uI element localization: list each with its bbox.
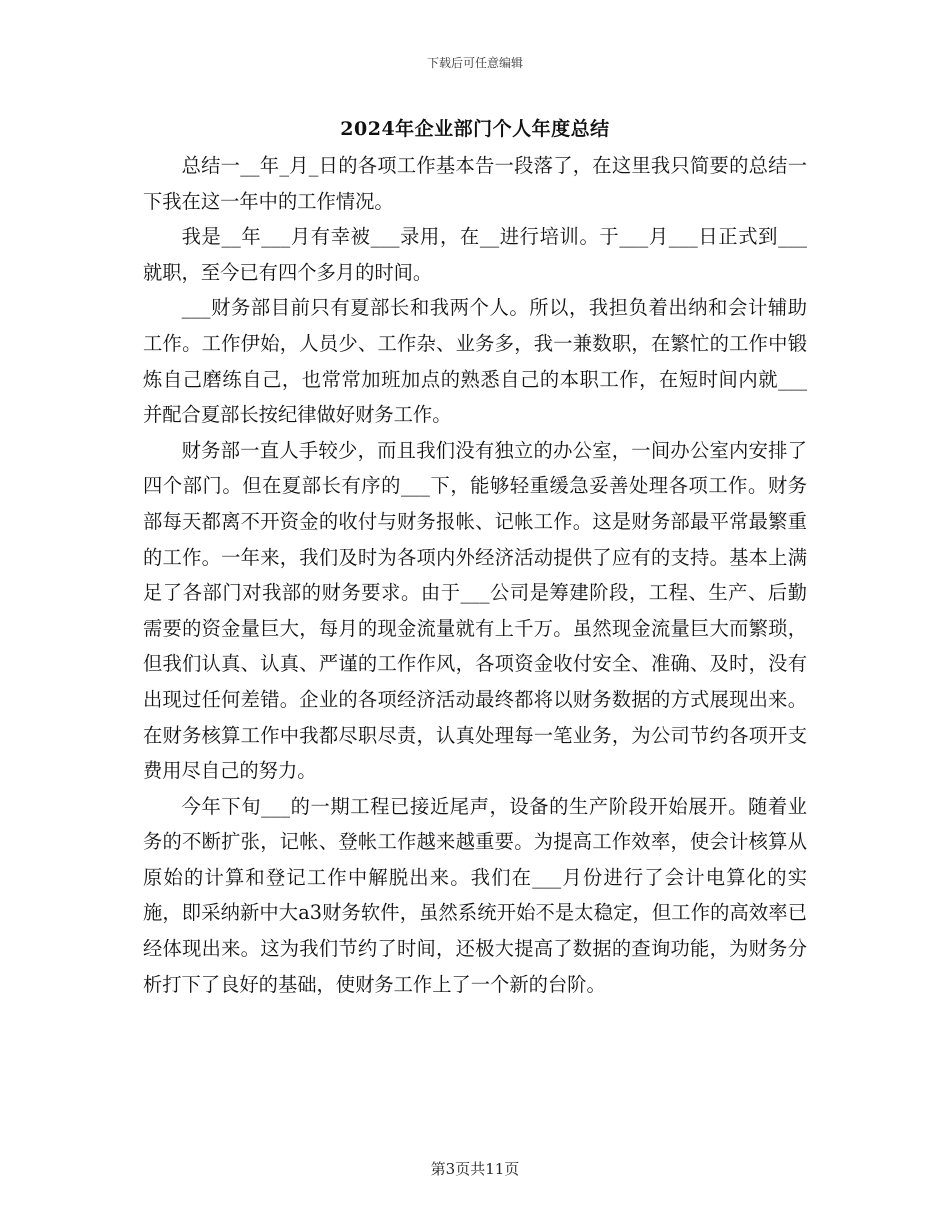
paragraph-5: 今年下旬___的一期工程已接近尾声，设备的生产阶段开始展开。随着业务的不断扩张，记帐、登帐工作越来越重要。为提高工作效率，使会计核算从原始的计算和登记工作中解脱出来。我们在___月份进行了会计电算化的实施，即采纳新中大a3财务软件，虽然系统开始不是太稳定，但工作的高效率已经体现出来。这为我们节约了时间，还极大提高了数据的查询功能，为财务分析打下了良好的基础，使财务工作上了一个新的台阶。 bbox=[143, 794, 807, 996]
document-title: 2024年企业部门个人年度总结 bbox=[340, 118, 610, 140]
header-note: 下载后可任意编辑 bbox=[426, 56, 523, 70]
paragraph-4: 财务部一直人手较少，而且我们没有独立的办公室，一间办公室内安排了四个部门。但在夏部长有序的___下，能够轻重缓急妥善处理各项工作。财务部每天都离不开资金的收付与财务报帐、记帐工作。这是财务部最平常最繁重的工作。一年来，我们及时为各项内外经济活动提供了应有的支持。基本上满足了各部门对我部的财务要求。由于___公司是筹建阶段，工程、生产、后勤需要的资金量巨大，每月的现金流量就有上千万。虽然现金流量巨大而繁琐，但我们认真、认真、严谨的工作作风，各项资金收付安全、准确、及时，没有出现过任何差错。企业的各项经济活动最终都将以财务数据的方式展现出来。在财务核算工作中我都尽职尽责，认真处理每一笔业务，为公司节约各项开支费用尽自己的努力。 bbox=[143, 438, 807, 783]
paragraph-3: ___财务部目前只有夏部长和我两个人。所以，我担负着出纳和会计辅助工作。工作伊始，人员少、工作杂、业务多，我一兼数职，在繁忙的工作中锻炼自己磨练自己，也常常加班加点的熟悉自己的本职工作，在短时间内就___并配合夏部长按纪律做好财务工作。 bbox=[143, 296, 807, 427]
page-number: 第3页共11页 bbox=[430, 1160, 520, 1178]
paragraph-1: 总结一__年_月_日的各项工作基本告一段落了，在这里我只简要的总结一下我在这一年中的工作情况。 bbox=[143, 154, 807, 213]
document-body bbox=[143, 148, 807, 1002]
paragraph-2: 我是__年___月有幸被___录用，在__进行培训。于___月___日正式到___就职，至今已有四个多月的时间。 bbox=[143, 225, 807, 284]
